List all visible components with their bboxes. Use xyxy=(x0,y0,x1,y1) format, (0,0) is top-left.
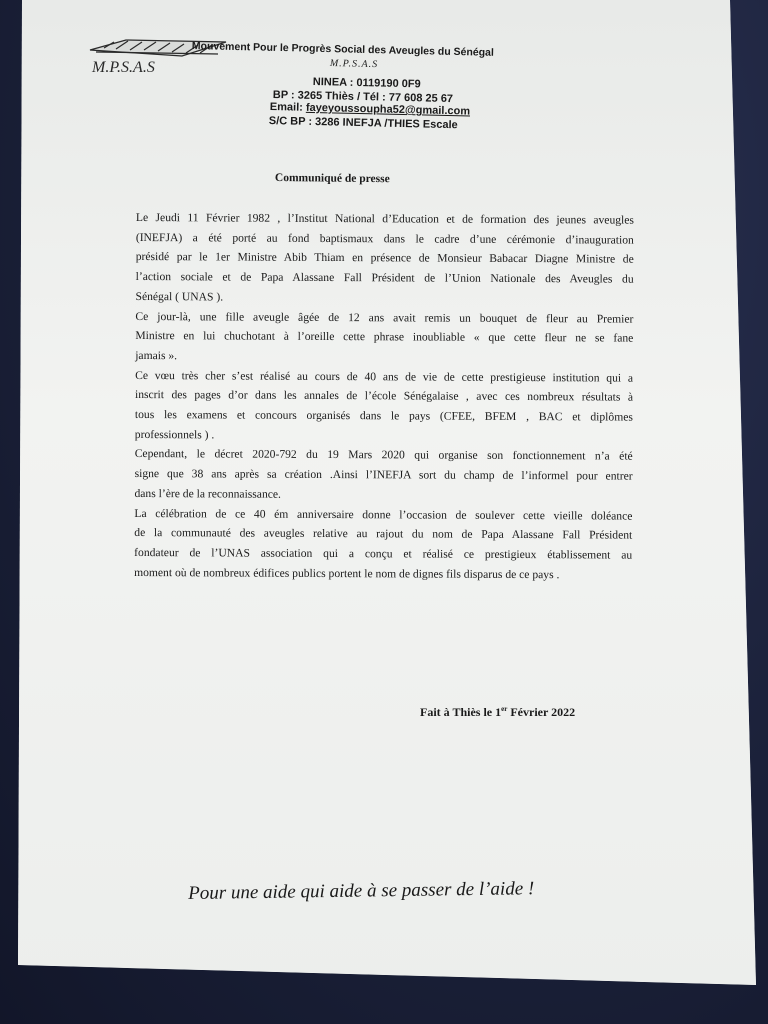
signoff-prefix: Fait à Thiès le 1 xyxy=(420,705,502,719)
place-date-signoff xyxy=(420,705,575,720)
organization-acronym: M.P.S.A.S xyxy=(329,58,379,71)
body-line: Cependant, le décret 2020-792 du 19 Mars 2020 qui organise son fonctionnement n’a été xyxy=(134,447,633,464)
press-release-body xyxy=(134,208,634,585)
signoff-suffix: Février 2022 xyxy=(507,705,576,719)
email-label: Email: xyxy=(269,101,307,114)
body-line: tous les examens et concours organisés dans le pays (CFEE, BFEM , BAC et diplômes xyxy=(134,408,633,424)
body-line: fondateur de l’UNAS association qui a conçu et réalisé ce prestigieux établissement au xyxy=(134,545,633,562)
body-line: l’action sociale et de Papa Alassane Fall Président de l’Union Nationale des Aveugles du xyxy=(135,270,634,286)
body-line: inscrit des pages d’or dans les annales de l’école Sénégalaise , avec ces nombreux résultats à xyxy=(134,388,634,404)
organization-name: Mouvement Pour le Progrès Social des Aveugles du Sénégal xyxy=(191,40,494,59)
body-line: Le Jeudi 11 Février 1982 , l’Institut National d’Education et de formation des jeunes aveugles xyxy=(135,210,634,227)
document-title: Communiqué de presse xyxy=(274,172,390,186)
signoff-ordinal: er xyxy=(501,705,508,713)
ninea-number: NINEA : 0119190 0F9 xyxy=(312,76,421,91)
body-line: professionnels ) . xyxy=(134,427,215,442)
body-line: Ce jour-là, une fille aveugle âgée de 12 ans avait remis un bouquet de fleur au Premier xyxy=(135,309,634,326)
motto: Pour une aide qui aide à se passer de l’aide ! xyxy=(188,878,535,904)
care-of-address: S/C BP : 3286 INEFJA /THIES Escale xyxy=(268,115,458,132)
body-line: jamais ». xyxy=(135,348,178,363)
body-line: La célébration de ce 40 ém anniversaire donne l’occasion de soulever cette vieille doléance xyxy=(134,506,633,523)
body-line: présidé par le 1er Ministre Abib Thiam en présence de Monsieur Babacar Diagne Ministre de xyxy=(135,250,634,267)
body-line: Ce vœu très cher s’est réalisé au cours de 40 ans de vie de cette prestigieuse institution qui a xyxy=(135,368,634,385)
body-line: dans l’ère de la reconnaissance. xyxy=(134,486,282,501)
body-line: signe que 38 ans après sa création .Ainsi l’INEFJA sort du champ de l’informel pour entrer xyxy=(134,467,633,483)
email-address: fayeyoussoupha52@gmail.com xyxy=(305,101,471,118)
body-line: Ministre en lui chuchotant à l’oreille cette phrase inoubliable « que cette fleur ne se fane xyxy=(135,329,634,345)
body-line: de la communauté des aveugles relative au rajout du nom de Papa Alassane Fall Président xyxy=(134,526,633,542)
body-line: moment où de nombreux édifices publics portent le nom de dignes fils disparus de ce pays . xyxy=(134,565,560,581)
postal-box-phone: BP : 3265 Thiès / Tél : 77 608 25 67 xyxy=(272,89,454,106)
svg-text:M.P.S.A.S: M.P.S.A.S xyxy=(92,59,155,76)
body-line: (INEFJA) a été porté au fond baptismaux dans le cadre d’une cérémonie d’inauguration xyxy=(135,230,634,247)
body-line: Sénégal ( UNAS ). xyxy=(135,289,224,304)
